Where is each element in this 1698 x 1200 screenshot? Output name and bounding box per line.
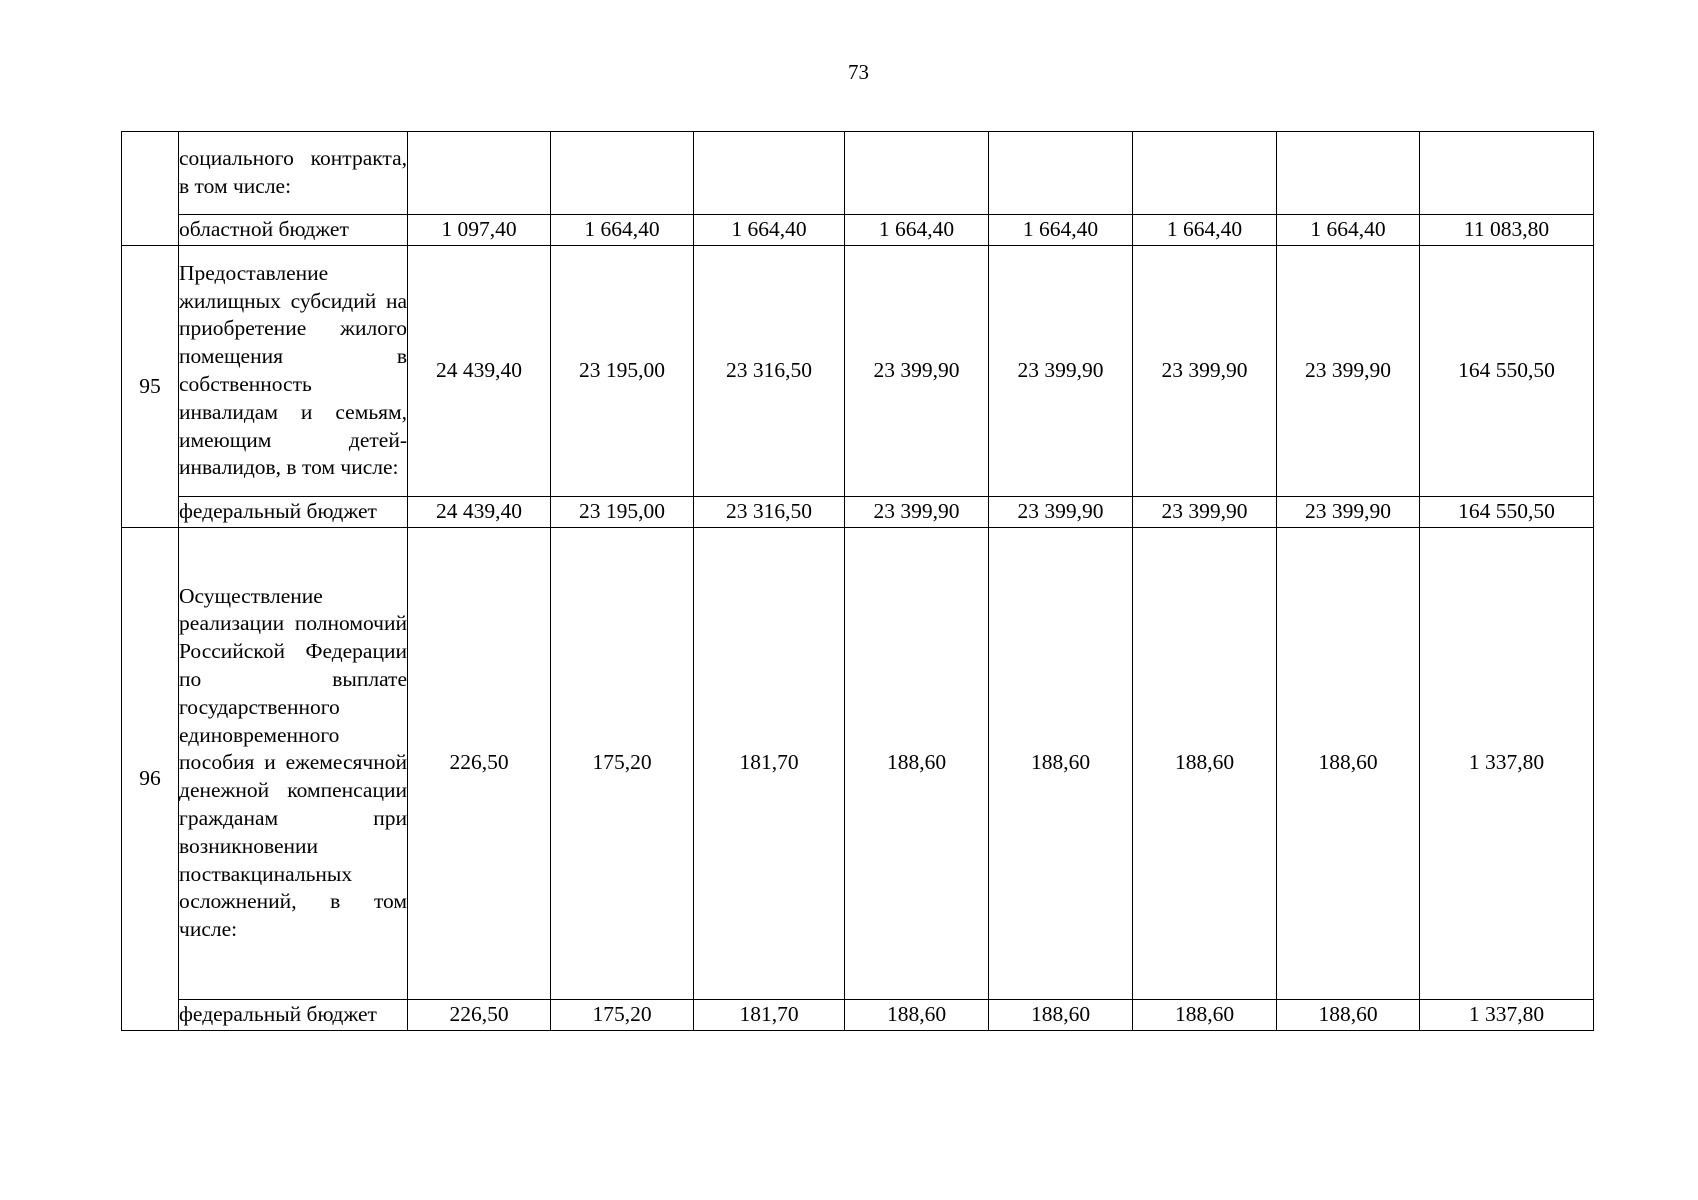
value-cell <box>1420 132 1594 215</box>
value-cell <box>694 132 845 215</box>
source-value-cell: 1 664,40 <box>551 215 694 246</box>
value-cell: 24 439,40 <box>408 246 551 496</box>
value-cell: 23 399,90 <box>989 246 1133 496</box>
source-value-cell: 188,60 <box>845 1000 989 1031</box>
source-value-cell: 175,20 <box>551 1000 694 1031</box>
source-value-cell: 188,60 <box>1277 1000 1420 1031</box>
value-cell: 188,60 <box>1277 527 1420 1000</box>
value-cell: 23 399,90 <box>845 246 989 496</box>
source-value-cell: 23 399,90 <box>989 496 1133 527</box>
source-value-cell: 181,70 <box>694 1000 845 1031</box>
row-number <box>122 132 179 246</box>
value-cell: 175,20 <box>551 527 694 1000</box>
source-value-cell: 1 097,40 <box>408 215 551 246</box>
source-value-cell: 23 399,90 <box>1277 496 1420 527</box>
row-description: социального контракта, в том числе: <box>179 132 408 215</box>
value-cell: 181,70 <box>694 527 845 1000</box>
source-value-cell: 1 664,40 <box>989 215 1133 246</box>
table-body <box>122 132 1594 1031</box>
source-value-cell: 23 399,90 <box>845 496 989 527</box>
value-cell: 23 195,00 <box>551 246 694 496</box>
source-value-cell: 188,60 <box>1133 1000 1277 1031</box>
source-row <box>122 1000 1594 1031</box>
source-value-cell: 1 664,40 <box>1277 215 1420 246</box>
table-row <box>122 246 1594 496</box>
value-cell <box>989 132 1133 215</box>
funding-source-label: федеральный бюджет <box>179 1000 408 1031</box>
value-cell: 188,60 <box>845 527 989 1000</box>
funding-source-label: федеральный бюджет <box>179 496 408 527</box>
row-description: Осуществление реализации полномочий Российской Федерации по выплате государственного единовременного пособия и ежемесячной денежной компенсации гражданам при возникновении поствакцинальных осложнений, в том числе: <box>179 527 408 1000</box>
funding-source-label: областной бюджет <box>179 215 408 246</box>
source-value-cell: 1 664,40 <box>694 215 845 246</box>
value-cell: 226,50 <box>408 527 551 1000</box>
source-row <box>122 496 1594 527</box>
value-cell: 23 399,90 <box>1133 246 1277 496</box>
source-value-cell: 23 399,90 <box>1133 496 1277 527</box>
value-cell: 1 337,80 <box>1420 527 1594 1000</box>
value-cell: 23 399,90 <box>1277 246 1420 496</box>
source-value-cell: 164 550,50 <box>1420 496 1594 527</box>
row-description: Предоставление жилищных субсидий на приобретение жилого помещения в собственность инвалидам и семьям, имеющим детей-инвалидов, в том числе: <box>179 246 408 496</box>
source-value-cell: 1 337,80 <box>1420 1000 1594 1031</box>
source-value-cell: 23 195,00 <box>551 496 694 527</box>
budget-table <box>121 131 1594 1031</box>
row-number: 95 <box>122 246 179 527</box>
source-value-cell: 226,50 <box>408 1000 551 1031</box>
source-value-cell: 23 316,50 <box>694 496 845 527</box>
source-value-cell: 24 439,40 <box>408 496 551 527</box>
value-cell: 164 550,50 <box>1420 246 1594 496</box>
source-value-cell: 1 664,40 <box>1133 215 1277 246</box>
source-row <box>122 215 1594 246</box>
value-cell <box>408 132 551 215</box>
value-cell: 188,60 <box>1133 527 1277 1000</box>
table-row <box>122 132 1594 215</box>
value-cell: 188,60 <box>989 527 1133 1000</box>
table-row <box>122 527 1594 1000</box>
source-value-cell: 1 664,40 <box>845 215 989 246</box>
value-cell <box>551 132 694 215</box>
value-cell: 23 316,50 <box>694 246 845 496</box>
source-value-cell: 11 083,80 <box>1420 215 1594 246</box>
value-cell <box>1277 132 1420 215</box>
value-cell <box>1133 132 1277 215</box>
value-cell <box>845 132 989 215</box>
page-number: 73 <box>848 60 869 84</box>
row-number: 96 <box>122 527 179 1031</box>
source-value-cell: 188,60 <box>989 1000 1133 1031</box>
